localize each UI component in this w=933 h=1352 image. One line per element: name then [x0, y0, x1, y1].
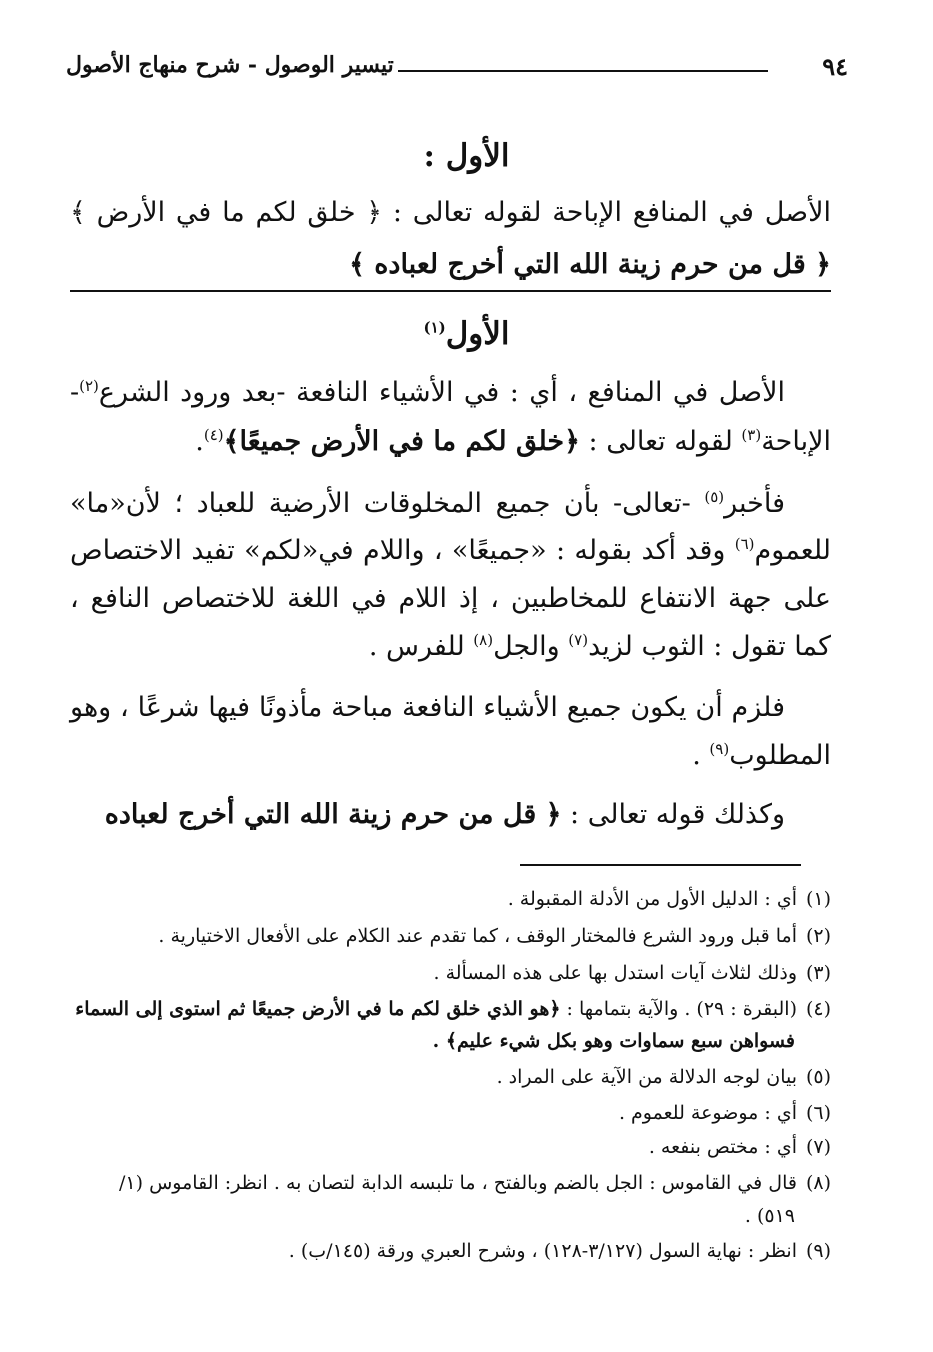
- footnote-ref-5: (٥): [704, 488, 725, 506]
- footnote-4-continuation: [70, 1030, 795, 1053]
- sharh-p3-line-2: [70, 740, 831, 772]
- footnote-text: (البقرة : ٢٩) . والآية بتمامها :: [560, 998, 797, 1020]
- sharh-p2-line-4: [70, 631, 831, 663]
- footnote-number: (٤): [805, 998, 831, 1020]
- footnote-number: (١): [805, 888, 831, 910]
- footnote-text: وذلك لثلاث آيات استدل بها على هذه المسألة .: [433, 962, 797, 984]
- footnote-ref-7: (٧): [568, 631, 589, 649]
- footnote-separator: [520, 864, 801, 866]
- sharh-p2-line-4-text-b: والجل: [493, 631, 569, 662]
- footnote-ref-2: (٢): [79, 377, 99, 395]
- footnote-5: [70, 1066, 831, 1089]
- sharh-p1-line-2-text-a: الإباحة: [761, 426, 831, 457]
- sharh-p3-line-1-text: فلزم أن يكون جميع الأشياء النافعة مباحة مأذونًا فيها شرعًا ، وهو: [70, 692, 785, 723]
- footnote-text: أي : الدليل الأول من الأدلة المقبولة .: [507, 888, 797, 910]
- sharh-p2-line-3: [70, 583, 831, 615]
- footnote-text: أي : مختص بنفعه .: [648, 1136, 797, 1158]
- footnote-text: قال في القاموس : الجل بالضم وبالفتح ، ما تلبسه الدابة لتصان به . انظر: القاموس (١/: [119, 1172, 797, 1194]
- footnote-text: فسواهن سبع سماوات وهو بكل شيء عليم﴾ .: [432, 1030, 795, 1052]
- sharh-p4-verse: ﴿ قل من حرم زينة الله التي أخرج لعباده: [104, 799, 562, 830]
- footnote-ref-6: (٦): [734, 535, 755, 553]
- footnote-ref-3: (٣): [741, 426, 762, 444]
- sharh-p3-line-1: [70, 692, 785, 724]
- footnote-ref-1: (١): [423, 318, 446, 337]
- book-title: تيسير الوصول - شرح منهاج الأصول: [66, 52, 394, 78]
- page-number: ٩٤: [822, 52, 848, 81]
- footnote-4: [70, 998, 831, 1021]
- footnote-number: (٥): [805, 1066, 831, 1088]
- sharh-p3-line-2-end: .: [692, 740, 710, 771]
- footnote-text: انظر : نهاية السول (٣/١٢٧-١٢٨) ، وشرح العبري ورقة (١٤٥/ب) .: [288, 1240, 797, 1262]
- matn-line-1-text: الأصل في المنافع الإباحة لقوله تعالى : ﴿ خلق لكم ما في الأرض ﴾: [70, 197, 831, 228]
- sharh-p4-line-1: [70, 799, 785, 831]
- sharh-p2-line-1: [70, 488, 785, 520]
- footnote-7: [70, 1136, 831, 1159]
- footnote-text: أي : موضوعة للعموم .: [618, 1102, 797, 1124]
- footnote-1: [70, 888, 831, 911]
- footnote-3: [70, 962, 831, 985]
- sharh-p2-line-4-text-a: كما تقول : الثوب لزيد: [588, 631, 831, 662]
- sharh-p2-line-1-text-a: فأخبر: [724, 488, 785, 519]
- footnote-number: (٨): [805, 1172, 831, 1194]
- footnote-text: بيان لوجه الدلالة من الآية على المراد .: [496, 1066, 797, 1088]
- footnote-text: ٥١٩) .: [744, 1205, 795, 1227]
- footnote-number: (٢): [805, 925, 831, 947]
- sharh-p1-line-2: [70, 426, 831, 458]
- sharh-p3-line-2-text-a: المطلوب: [729, 740, 831, 771]
- sharh-p1-line-2-text-b: لقوله تعالى :: [579, 426, 742, 457]
- matn-heading: الأول :: [423, 138, 510, 174]
- footnote-8-continuation: [70, 1205, 795, 1228]
- sharh-heading: [70, 316, 863, 352]
- footnote-number: (٦): [805, 1102, 831, 1124]
- matn-line-2-text: ﴿ قل من حرم زينة الله التي أخرج لعباده ﴾: [349, 249, 831, 280]
- sharh-heading-text: الأول: [445, 316, 510, 352]
- sharh-p2-line-2: [70, 535, 831, 567]
- matn-line-1: [70, 197, 831, 229]
- sharh-p2-line-2-text-a: للعموم: [754, 535, 831, 566]
- footnote-9: [70, 1240, 831, 1263]
- sharh-p2-line-3-text: على جهة الانتفاع للمخاطبين ، إذ اللام في اللغة للاختصاص النافع ،: [70, 583, 831, 614]
- running-header: [66, 52, 848, 96]
- footnote-text: أما قبل ورود الشرع فالمختار الوقف ، كما تقدم عند الكلام على الأفعال الاختيارية .: [158, 925, 797, 947]
- footnote-ref-4: (٤): [203, 426, 224, 444]
- footnote-verse: ﴿هو الذي خلق لكم ما في الأرض جميعًا ثم استوى إلى السماء: [75, 998, 561, 1020]
- footnote-number: (٧): [805, 1136, 831, 1158]
- footnote-number: (٣): [805, 962, 831, 984]
- sharh-p1-verse: ﴿خلق لكم ما في الأرض جميعًا﴾: [223, 426, 580, 457]
- footnote-number: (٩): [805, 1240, 831, 1262]
- footnote-2: [70, 925, 831, 948]
- sharh-p2-line-2-text-b: وقد أكد بقوله : «جميعًا» ، واللام في«لكم» تفيد الاختصاص: [70, 535, 735, 566]
- matn-rule: [70, 290, 831, 292]
- sharh-p2-line-4-text-c: للفرس .: [368, 631, 474, 662]
- footnote-8: [70, 1172, 831, 1195]
- sharh-p4-line-1-text: وكذلك قوله تعالى :: [561, 799, 785, 830]
- footnote-ref-9: (٩): [709, 740, 730, 758]
- matn-line-2: [70, 249, 831, 281]
- sharh-p1-line-2-end: .: [195, 426, 204, 457]
- sharh-p2-line-1-text-b: -تعالى- بأن جميع المخلوقات الأرضية للعباد ؛ لأن«ما»: [70, 488, 705, 519]
- header-rule: [398, 70, 768, 72]
- sharh-p1-dash: -: [70, 377, 80, 408]
- sharh-p1-line-1: [70, 377, 785, 409]
- sharh-p1-line-1-text: الأصل في المنافع ، أي : في الأشياء النافعة -بعد ورود الشرع: [98, 377, 785, 408]
- footnote-6: [70, 1102, 831, 1125]
- footnote-ref-8: (٨): [473, 631, 494, 649]
